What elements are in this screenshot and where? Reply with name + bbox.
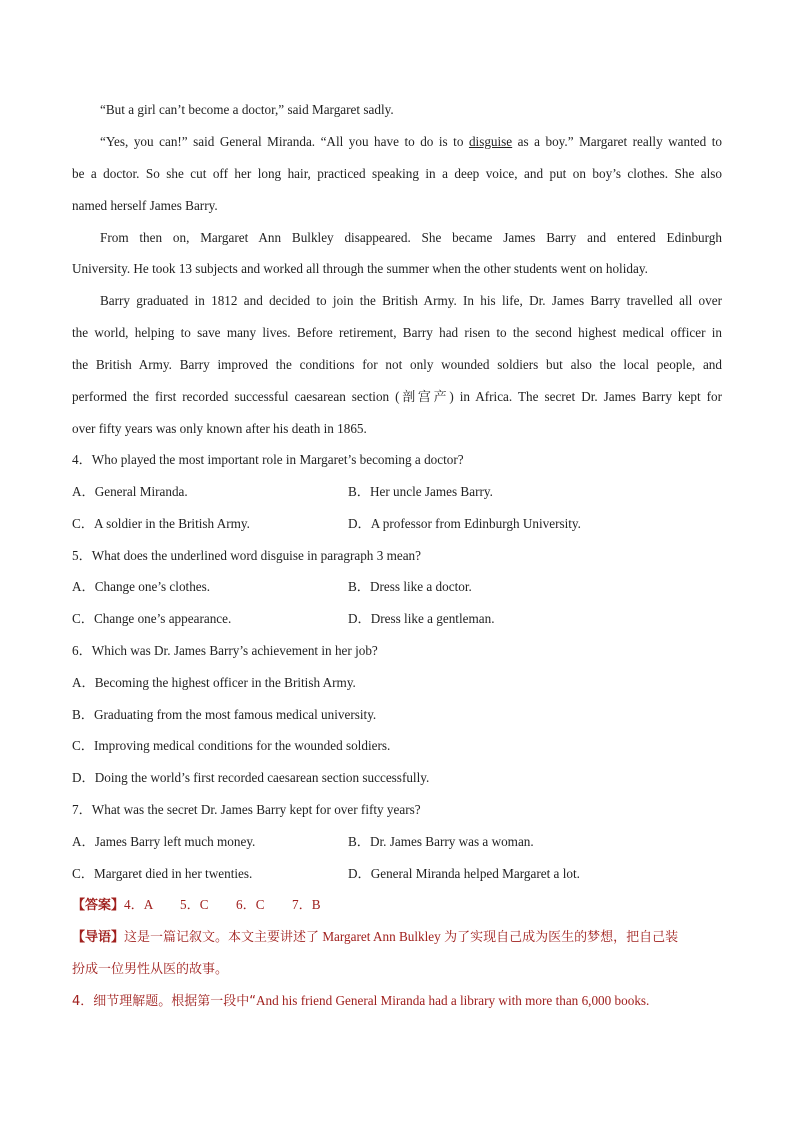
answer-item: 4．A bbox=[124, 897, 154, 912]
passage-paragraph-2-line-2: be a doctor. So she cut off her long hair, practiced speaking in a deep voice, and put on boy’s clothes. She also bbox=[72, 166, 722, 181]
question-5-option-a: A．Change one’s clothes. bbox=[72, 579, 211, 594]
question-4-option-b: B．Her uncle James Barry. bbox=[348, 484, 493, 499]
passage-paragraph-4-line-3: the British Army. Barry improved the conditions for not only wounded soldiers but also the local people, and bbox=[72, 357, 722, 372]
question-6-option-d: D．Doing the world’s first recorded caesarean section successfully. bbox=[72, 770, 430, 785]
answer-item: 6．C bbox=[236, 897, 265, 912]
passage-paragraph-4-line-4 bbox=[72, 388, 722, 407]
answer-line bbox=[72, 896, 321, 915]
guide-line-1 bbox=[72, 928, 678, 947]
passage-paragraph-4-line-1: Barry graduated in 1812 and decided to join the British Army. In his life, Dr. James Barry travelled all over bbox=[100, 293, 722, 308]
guide-line-2 bbox=[72, 960, 228, 979]
question-4-option-c: C．A soldier in the British Army. bbox=[72, 516, 250, 531]
text-run: as a boy.” Margaret really wanted to bbox=[512, 134, 722, 149]
question-4-option-a: A．General Miranda. bbox=[72, 484, 188, 499]
text-run: “Yes, you can!” said General Miranda. “All you have to do is to bbox=[100, 134, 469, 149]
question-7-option-a: A．James Barry left much money. bbox=[72, 834, 256, 849]
question-5-option-d: D．Dress like a gentleman. bbox=[348, 611, 495, 626]
question-7-stem: 7．What was the secret Dr. James Barry kept for over fifty years? bbox=[72, 802, 421, 817]
explanation-text: 4．细节理解题。根据第一段中“ bbox=[72, 994, 257, 1009]
passage-paragraph-4-line-2: the world, helping to save many lives. Before retirement, Barry had risen to the second highest medical officer in bbox=[72, 325, 722, 340]
question-6-option-a: A．Becoming the highest officer in the British Army. bbox=[72, 675, 356, 690]
question-7-option-c: C．Margaret died in her twenties. bbox=[72, 866, 253, 881]
guide-text: 扮成一位男性从医的故事。 bbox=[72, 962, 229, 977]
question-6-option-c: C．Improving medical conditions for the wounded soldiers. bbox=[72, 738, 391, 753]
answer-item: 7．B bbox=[292, 897, 321, 912]
passage-paragraph-3-line-1: From then on, Margaret Ann Bulkley disappeared. She became James Barry and entered Edinburgh bbox=[100, 230, 722, 245]
passage-paragraph-2-line-1 bbox=[100, 133, 722, 151]
guide-text-en: Margaret Ann Bulkley bbox=[319, 929, 445, 944]
chinese-gloss: 剖宫产 bbox=[399, 390, 450, 405]
question-5-option-c: C．Change one’s appearance. bbox=[72, 611, 232, 626]
text-run: ) in Africa. The secret Dr. James Barry kept for bbox=[449, 389, 722, 404]
question-5-option-b: B．Dress like a doctor. bbox=[348, 579, 472, 594]
answer-item: 5．C bbox=[180, 897, 209, 912]
answer-label: 【答案】 bbox=[72, 898, 125, 913]
question-7-option-d: D．General Miranda helped Margaret a lot. bbox=[348, 866, 580, 881]
guide-label: 【导语】 bbox=[72, 930, 125, 945]
question-6-option-b: B．Graduating from the most famous medical university. bbox=[72, 707, 377, 722]
passage-paragraph-4-line-5: over fifty years was only known after his death in 1865. bbox=[72, 421, 367, 436]
passage-paragraph-3-line-2: University. He took 13 subjects and worked all through the summer when the other students went on holiday. bbox=[72, 261, 648, 276]
question-5-stem: 5．What does the underlined word disguise in paragraph 3 mean? bbox=[72, 548, 421, 563]
question-4-option-d: D．A professor from Edinburgh University. bbox=[348, 516, 581, 531]
passage-paragraph-1: “But a girl can’t become a doctor,” said Margaret sadly. bbox=[100, 102, 394, 117]
underlined-word-disguise: disguise bbox=[468, 134, 513, 149]
question-7-option-b: B．Dr. James Barry was a woman. bbox=[348, 834, 534, 849]
question-4-stem: 4．Who played the most important role in Margaret’s becoming a doctor? bbox=[72, 452, 464, 467]
passage-paragraph-2-line-3: named herself James Barry. bbox=[72, 198, 218, 213]
guide-text: 这是一篇记叙文。本文主要讲述了 bbox=[124, 930, 320, 945]
question-6-stem: 6．Which was Dr. James Barry’s achievement in her job? bbox=[72, 643, 378, 658]
explanation-quote: And his friend General Miranda had a library with more than 6,000 books. bbox=[256, 993, 650, 1008]
text-run: performed the first recorded successful caesarean section ( bbox=[72, 389, 400, 404]
explanation-line-1 bbox=[72, 992, 649, 1011]
guide-text: 为了实现自己成为医生的梦想，把自己装 bbox=[444, 930, 679, 945]
